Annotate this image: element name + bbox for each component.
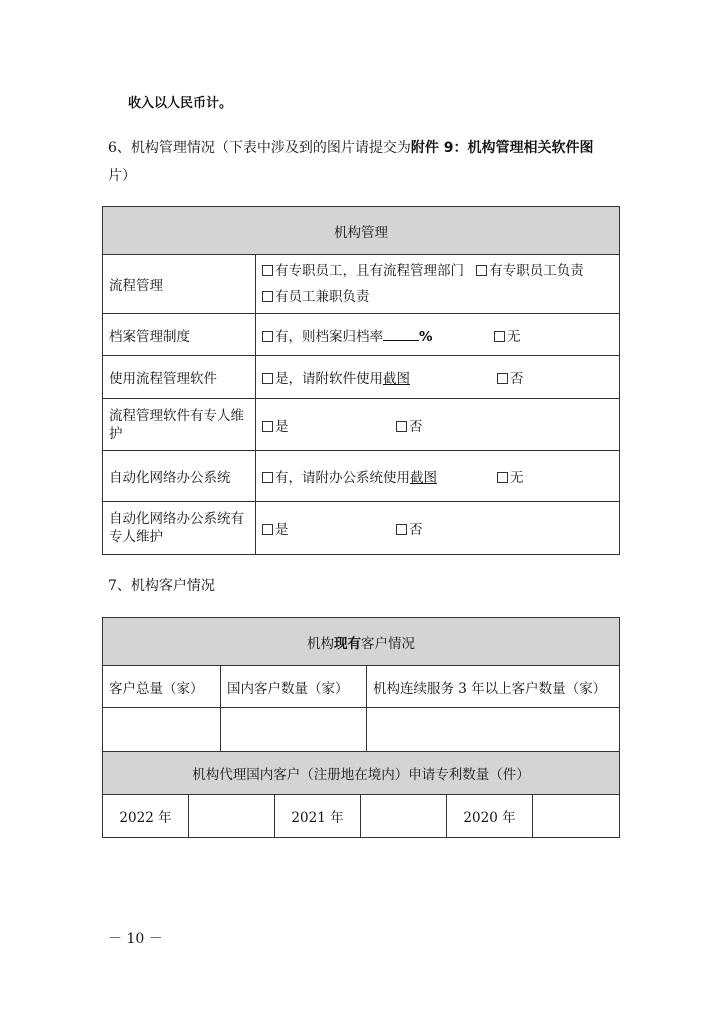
option[interactable]: 是	[262, 518, 396, 538]
column-header: 国内客户数量（家）	[221, 666, 367, 708]
patent-table-title: 机构代理国内客户（注册地在境内）申请专利数量（件）	[103, 752, 620, 795]
archive-options-cell	[256, 314, 620, 356]
client-table	[102, 617, 620, 752]
software-maintenance-cell	[256, 399, 620, 451]
checkbox-icon[interactable]	[396, 524, 407, 535]
patent-table	[102, 751, 620, 838]
option[interactable]: 有，请附办公系统使用截图	[262, 466, 497, 486]
row-label: 流程管理软件有专人维护	[103, 399, 256, 451]
input-cell[interactable]	[221, 708, 367, 752]
process-options-cell	[256, 255, 620, 314]
management-table-title: 机构管理	[103, 207, 620, 255]
checkbox-icon[interactable]	[262, 331, 273, 342]
option[interactable]: 否	[396, 415, 423, 435]
row-label: 档案管理制度	[103, 314, 256, 356]
row-label: 使用流程管理软件	[103, 356, 256, 399]
management-table	[102, 206, 620, 555]
option[interactable]: 否	[396, 518, 423, 538]
option[interactable]: 是	[262, 415, 396, 435]
option[interactable]: 有员工兼职负责	[262, 284, 370, 310]
option[interactable]: 否	[497, 367, 524, 387]
input-cell[interactable]	[533, 795, 620, 838]
option[interactable]: 有专职员工负责	[476, 258, 584, 284]
section6-heading-plain: 6、机构管理情况（下表中涉及到的图片请提交为	[108, 140, 411, 156]
option[interactable]: 有专职员工，且有流程管理部门	[262, 258, 464, 284]
column-header: 机构连续服务 3 年以上客户数量（家）	[367, 666, 620, 708]
section6-heading	[108, 134, 623, 190]
checkbox-icon[interactable]	[262, 524, 273, 535]
column-header: 客户总量（家）	[103, 666, 221, 708]
software-options-cell	[256, 356, 620, 399]
row-label: 自动化网络办公系统	[103, 451, 256, 502]
checkbox-icon[interactable]	[494, 331, 505, 342]
checkbox-icon[interactable]	[262, 373, 273, 384]
input-cell[interactable]	[367, 708, 620, 752]
checkbox-icon[interactable]	[396, 421, 407, 432]
checkbox-icon[interactable]	[497, 373, 508, 384]
row-label: 自动化网络办公系统有专人维护	[103, 502, 256, 555]
rate-blank[interactable]	[383, 328, 419, 341]
input-cell[interactable]	[103, 708, 221, 752]
option[interactable]: 是，请附软件使用截图	[262, 367, 497, 387]
checkbox-icon[interactable]	[497, 472, 508, 483]
client-table-title: 机构现有客户情况	[103, 618, 620, 666]
input-cell[interactable]	[361, 795, 447, 838]
checkbox-icon[interactable]	[262, 291, 273, 302]
office-system-options-cell	[256, 451, 620, 502]
option[interactable]: 无	[497, 466, 524, 486]
year-label: 2020 年	[447, 795, 533, 838]
row-label: 流程管理	[103, 255, 256, 314]
checkbox-icon[interactable]	[262, 472, 273, 483]
year-label: 2022 年	[103, 795, 189, 838]
office-maintenance-cell	[256, 502, 620, 555]
year-label: 2021 年	[275, 795, 361, 838]
option[interactable]: 有，则档案归档率 %	[262, 325, 494, 345]
input-cell[interactable]	[189, 795, 275, 838]
checkbox-icon[interactable]	[476, 265, 487, 276]
top-note: 收入以人民币计。	[128, 96, 233, 111]
option[interactable]: 无	[494, 325, 521, 345]
section6-heading-tail: 片）	[108, 168, 136, 184]
checkbox-icon[interactable]	[262, 421, 273, 432]
section7-heading: 7、机构客户情况	[108, 578, 215, 594]
checkbox-icon[interactable]	[262, 265, 273, 276]
page-number: － 10 －	[108, 931, 163, 947]
section6-heading-bold: 附件 9：机构管理相关软件图	[410, 140, 594, 156]
